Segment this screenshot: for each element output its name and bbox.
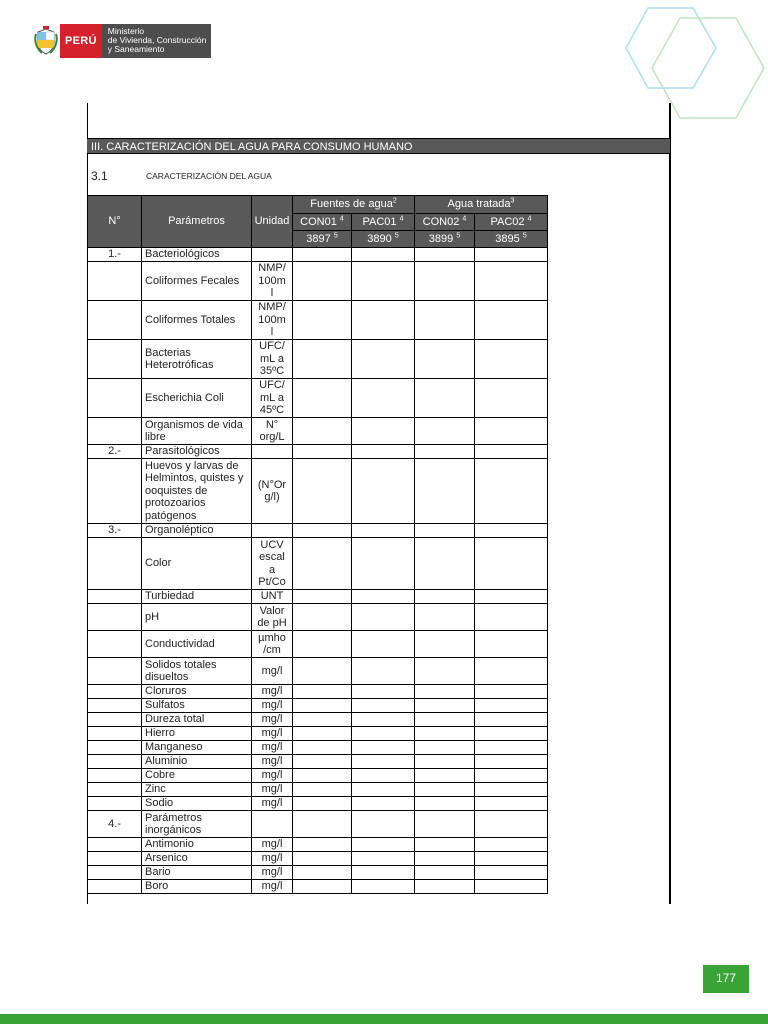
row-number — [88, 590, 142, 604]
value-cell — [352, 880, 415, 894]
value-cell — [352, 379, 415, 418]
row-parameter: Parasitológicos — [142, 445, 252, 459]
row-number — [88, 727, 142, 741]
row-unit — [252, 248, 293, 262]
value-cell — [352, 685, 415, 699]
row-number: 2.- — [88, 445, 142, 459]
row-unit: mg/l — [252, 797, 293, 811]
value-cell — [475, 685, 548, 699]
row-parameter: Cloruros — [142, 685, 252, 699]
value-cell — [415, 685, 475, 699]
row-parameter: Aluminio — [142, 755, 252, 769]
value-cell — [475, 783, 548, 797]
row-parameter: Antimonio — [142, 838, 252, 852]
row-number — [88, 538, 142, 590]
table-row — [88, 379, 548, 418]
ministry-line: Ministerio — [107, 26, 145, 36]
value-cell — [415, 880, 475, 894]
value-cell — [415, 658, 475, 685]
row-parameter: Coliformes Fecales — [142, 262, 252, 301]
row-number — [88, 418, 142, 445]
value-cell — [415, 797, 475, 811]
table-row — [88, 418, 548, 445]
value-cell — [293, 340, 352, 379]
row-parameter: pH — [142, 604, 252, 631]
header-unit: Unidad — [252, 196, 293, 248]
row-parameter: Color — [142, 538, 252, 590]
value-cell — [352, 783, 415, 797]
table-row — [88, 699, 548, 713]
row-number — [88, 880, 142, 894]
table-row — [88, 524, 548, 538]
value-cell — [415, 301, 475, 340]
value-cell — [352, 741, 415, 755]
value-cell — [415, 590, 475, 604]
value-cell — [352, 445, 415, 459]
row-number — [88, 301, 142, 340]
row-parameter: Parámetros inorgánicos — [142, 811, 252, 838]
value-cell — [352, 262, 415, 301]
row-unit: UFC/ mL a 45ºC — [252, 379, 293, 418]
table-row — [88, 838, 548, 852]
row-parameter: Bacterias Heterotróficas — [142, 340, 252, 379]
row-number — [88, 685, 142, 699]
subsection-number: 3.1 — [91, 169, 108, 183]
value-cell — [415, 379, 475, 418]
row-unit: mg/l — [252, 713, 293, 727]
value-cell — [415, 538, 475, 590]
water-characterization-table — [87, 195, 548, 894]
value-cell — [475, 538, 548, 590]
value-cell — [293, 631, 352, 658]
value-cell — [293, 741, 352, 755]
row-unit: mg/l — [252, 755, 293, 769]
value-cell — [293, 783, 352, 797]
row-number — [88, 741, 142, 755]
row-number — [88, 755, 142, 769]
decorative-hexagons — [618, 0, 768, 140]
value-cell — [293, 301, 352, 340]
row-number: 3.- — [88, 524, 142, 538]
value-cell — [352, 248, 415, 262]
value-cell — [352, 755, 415, 769]
id-3897: 3897 $^5$ — [293, 231, 352, 248]
row-unit: mg/l — [252, 769, 293, 783]
value-cell — [415, 524, 475, 538]
value-cell — [475, 713, 548, 727]
table-row — [88, 866, 548, 880]
value-cell — [475, 880, 548, 894]
row-number: 1.- — [88, 248, 142, 262]
value-cell — [293, 524, 352, 538]
row-parameter: Escherichia Coli — [142, 379, 252, 418]
value-cell — [293, 379, 352, 418]
value-cell — [415, 604, 475, 631]
value-cell — [475, 797, 548, 811]
row-number — [88, 699, 142, 713]
row-unit: UCV escal a Pt/Co — [252, 538, 293, 590]
value-cell — [352, 713, 415, 727]
table-row — [88, 262, 548, 301]
value-cell — [293, 248, 352, 262]
row-number — [88, 769, 142, 783]
row-number — [88, 262, 142, 301]
value-cell — [352, 538, 415, 590]
value-cell — [415, 755, 475, 769]
value-cell — [475, 769, 548, 783]
value-cell — [475, 852, 548, 866]
value-cell — [293, 811, 352, 838]
row-unit: mg/l — [252, 685, 293, 699]
row-unit — [252, 445, 293, 459]
row-parameter: Arsenico — [142, 852, 252, 866]
value-cell — [415, 866, 475, 880]
row-unit: µmho /cm — [252, 631, 293, 658]
ministry-name — [102, 24, 211, 58]
value-cell — [415, 418, 475, 445]
value-cell — [415, 741, 475, 755]
value-cell — [293, 658, 352, 685]
value-cell — [352, 727, 415, 741]
table-row — [88, 811, 548, 838]
value-cell — [293, 418, 352, 445]
row-number — [88, 379, 142, 418]
code-con02: CON02 $^4$ — [415, 214, 475, 231]
header-row — [88, 196, 548, 214]
value-cell — [415, 631, 475, 658]
row-unit: mg/l — [252, 880, 293, 894]
table-row — [88, 797, 548, 811]
row-unit: NMP/ 100m l — [252, 301, 293, 340]
row-unit: mg/l — [252, 727, 293, 741]
table-row — [88, 727, 548, 741]
row-unit: UNT — [252, 590, 293, 604]
row-number — [88, 852, 142, 866]
value-cell — [352, 340, 415, 379]
row-parameter: Cobre — [142, 769, 252, 783]
value-cell — [475, 524, 548, 538]
row-unit: mg/l — [252, 699, 293, 713]
row-parameter: Coliformes Totales — [142, 301, 252, 340]
ministry-line: de Vivienda, Construcción — [107, 35, 207, 45]
table-row — [88, 741, 548, 755]
table-row — [88, 769, 548, 783]
value-cell — [415, 727, 475, 741]
value-cell — [415, 699, 475, 713]
value-cell — [293, 727, 352, 741]
row-parameter: Organoléptico — [142, 524, 252, 538]
coat-of-arms-icon — [32, 24, 60, 58]
value-cell — [293, 713, 352, 727]
code-pac01: PAC01 $^4$ — [352, 214, 415, 231]
value-cell — [475, 699, 548, 713]
row-unit — [252, 524, 293, 538]
value-cell — [352, 301, 415, 340]
footer-bar — [0, 1014, 768, 1024]
value-cell — [293, 866, 352, 880]
row-number: 4.- — [88, 811, 142, 838]
value-cell — [293, 590, 352, 604]
value-cell — [475, 755, 548, 769]
value-cell — [415, 262, 475, 301]
row-parameter: Dureza total — [142, 713, 252, 727]
value-cell — [293, 797, 352, 811]
value-cell — [475, 838, 548, 852]
value-cell — [293, 604, 352, 631]
value-cell — [293, 852, 352, 866]
row-parameter: Manganeso — [142, 741, 252, 755]
table-row — [88, 713, 548, 727]
value-cell — [352, 797, 415, 811]
value-cell — [475, 727, 548, 741]
value-cell — [475, 459, 548, 524]
value-cell — [352, 604, 415, 631]
frame-right-line — [669, 103, 671, 904]
value-cell — [352, 658, 415, 685]
value-cell — [293, 685, 352, 699]
value-cell — [352, 852, 415, 866]
value-cell — [415, 445, 475, 459]
value-cell — [475, 866, 548, 880]
table-row — [88, 755, 548, 769]
row-unit: Valor de pH — [252, 604, 293, 631]
id-3890: 3890 $^5$ — [352, 231, 415, 248]
value-cell — [475, 418, 548, 445]
value-cell — [415, 852, 475, 866]
row-number — [88, 713, 142, 727]
row-number — [88, 340, 142, 379]
row-unit: mg/l — [252, 783, 293, 797]
code-con01: CON01 $^4$ — [293, 214, 352, 231]
value-cell — [415, 340, 475, 379]
table-row — [88, 685, 548, 699]
table-row — [88, 459, 548, 524]
row-unit: N° org/L — [252, 418, 293, 445]
value-cell — [475, 590, 548, 604]
subsection-title: CARACTERIZACIÓN DEL AGUA — [146, 171, 272, 181]
table-row — [88, 658, 548, 685]
value-cell — [415, 248, 475, 262]
header-fuentes: Fuentes de agua$^2$ — [293, 196, 415, 214]
row-parameter: Bacteriológicos — [142, 248, 252, 262]
peru-label: PERÚ — [60, 24, 102, 58]
row-parameter: Boro — [142, 880, 252, 894]
row-unit: mg/l — [252, 741, 293, 755]
value-cell — [475, 658, 548, 685]
row-parameter: Organismos de vida libre — [142, 418, 252, 445]
value-cell — [293, 459, 352, 524]
value-cell — [293, 445, 352, 459]
value-cell — [293, 262, 352, 301]
row-unit: mg/l — [252, 658, 293, 685]
row-parameter: Bario — [142, 866, 252, 880]
value-cell — [415, 769, 475, 783]
row-number — [88, 604, 142, 631]
ministry-logo — [32, 24, 211, 58]
row-unit — [252, 811, 293, 838]
row-parameter: Sodio — [142, 797, 252, 811]
table-row — [88, 880, 548, 894]
table-row — [88, 340, 548, 379]
row-unit: (N°Or g/l) — [252, 459, 293, 524]
row-unit: UFC/ mL a 35ºC — [252, 340, 293, 379]
row-number — [88, 658, 142, 685]
value-cell — [293, 769, 352, 783]
value-cell — [415, 459, 475, 524]
value-cell — [352, 418, 415, 445]
row-number — [88, 838, 142, 852]
value-cell — [293, 538, 352, 590]
value-cell — [293, 838, 352, 852]
value-cell — [415, 838, 475, 852]
table-row — [88, 301, 548, 340]
value-cell — [415, 783, 475, 797]
value-cell — [352, 769, 415, 783]
row-parameter: Sulfatos — [142, 699, 252, 713]
table-row — [88, 590, 548, 604]
row-number — [88, 631, 142, 658]
row-number — [88, 866, 142, 880]
value-cell — [352, 459, 415, 524]
header-num: N° — [88, 196, 142, 248]
value-cell — [415, 811, 475, 838]
row-number — [88, 459, 142, 524]
value-cell — [475, 301, 548, 340]
value-cell — [415, 713, 475, 727]
value-cell — [293, 755, 352, 769]
value-cell — [293, 880, 352, 894]
header-parameters: Parámetros — [142, 196, 252, 248]
value-cell — [475, 631, 548, 658]
table-row — [88, 604, 548, 631]
table-row — [88, 248, 548, 262]
row-number — [88, 797, 142, 811]
value-cell — [293, 699, 352, 713]
value-cell — [352, 699, 415, 713]
value-cell — [475, 741, 548, 755]
row-unit: NMP/ 100m l — [252, 262, 293, 301]
value-cell — [475, 248, 548, 262]
table-row — [88, 852, 548, 866]
id-3899: 3899 $^5$ — [415, 231, 475, 248]
value-cell — [475, 604, 548, 631]
id-3895: 3895 $^5$ — [475, 231, 548, 248]
value-cell — [352, 866, 415, 880]
row-parameter: Conductividad — [142, 631, 252, 658]
table-row — [88, 538, 548, 590]
ministry-line: y Saneamiento — [107, 44, 165, 54]
row-unit: mg/l — [252, 866, 293, 880]
row-parameter: Hierro — [142, 727, 252, 741]
value-cell — [352, 838, 415, 852]
value-cell — [352, 524, 415, 538]
section-title: III. CARACTERIZACIÓN DEL AGUA PARA CONSUMO HUMANO — [87, 138, 670, 154]
value-cell — [475, 445, 548, 459]
row-parameter: Solidos totales disueltos — [142, 658, 252, 685]
row-parameter: Huevos y larvas de Helmintos, quistes y ooquistes de protozoarios patógenos — [142, 459, 252, 524]
row-parameter: Turbiedad — [142, 590, 252, 604]
value-cell — [352, 590, 415, 604]
row-unit: mg/l — [252, 838, 293, 852]
row-parameter: Zinc — [142, 783, 252, 797]
header-tratada: Agua tratada$^3$ — [415, 196, 548, 214]
table-row — [88, 631, 548, 658]
value-cell — [475, 379, 548, 418]
row-unit: mg/l — [252, 852, 293, 866]
table-row — [88, 783, 548, 797]
value-cell — [475, 811, 548, 838]
value-cell — [475, 340, 548, 379]
table-row — [88, 445, 548, 459]
value-cell — [475, 262, 548, 301]
value-cell — [352, 811, 415, 838]
row-number — [88, 783, 142, 797]
page-number: 177 — [703, 965, 749, 993]
code-pac02: PAC02 $^4$ — [475, 214, 548, 231]
value-cell — [352, 631, 415, 658]
